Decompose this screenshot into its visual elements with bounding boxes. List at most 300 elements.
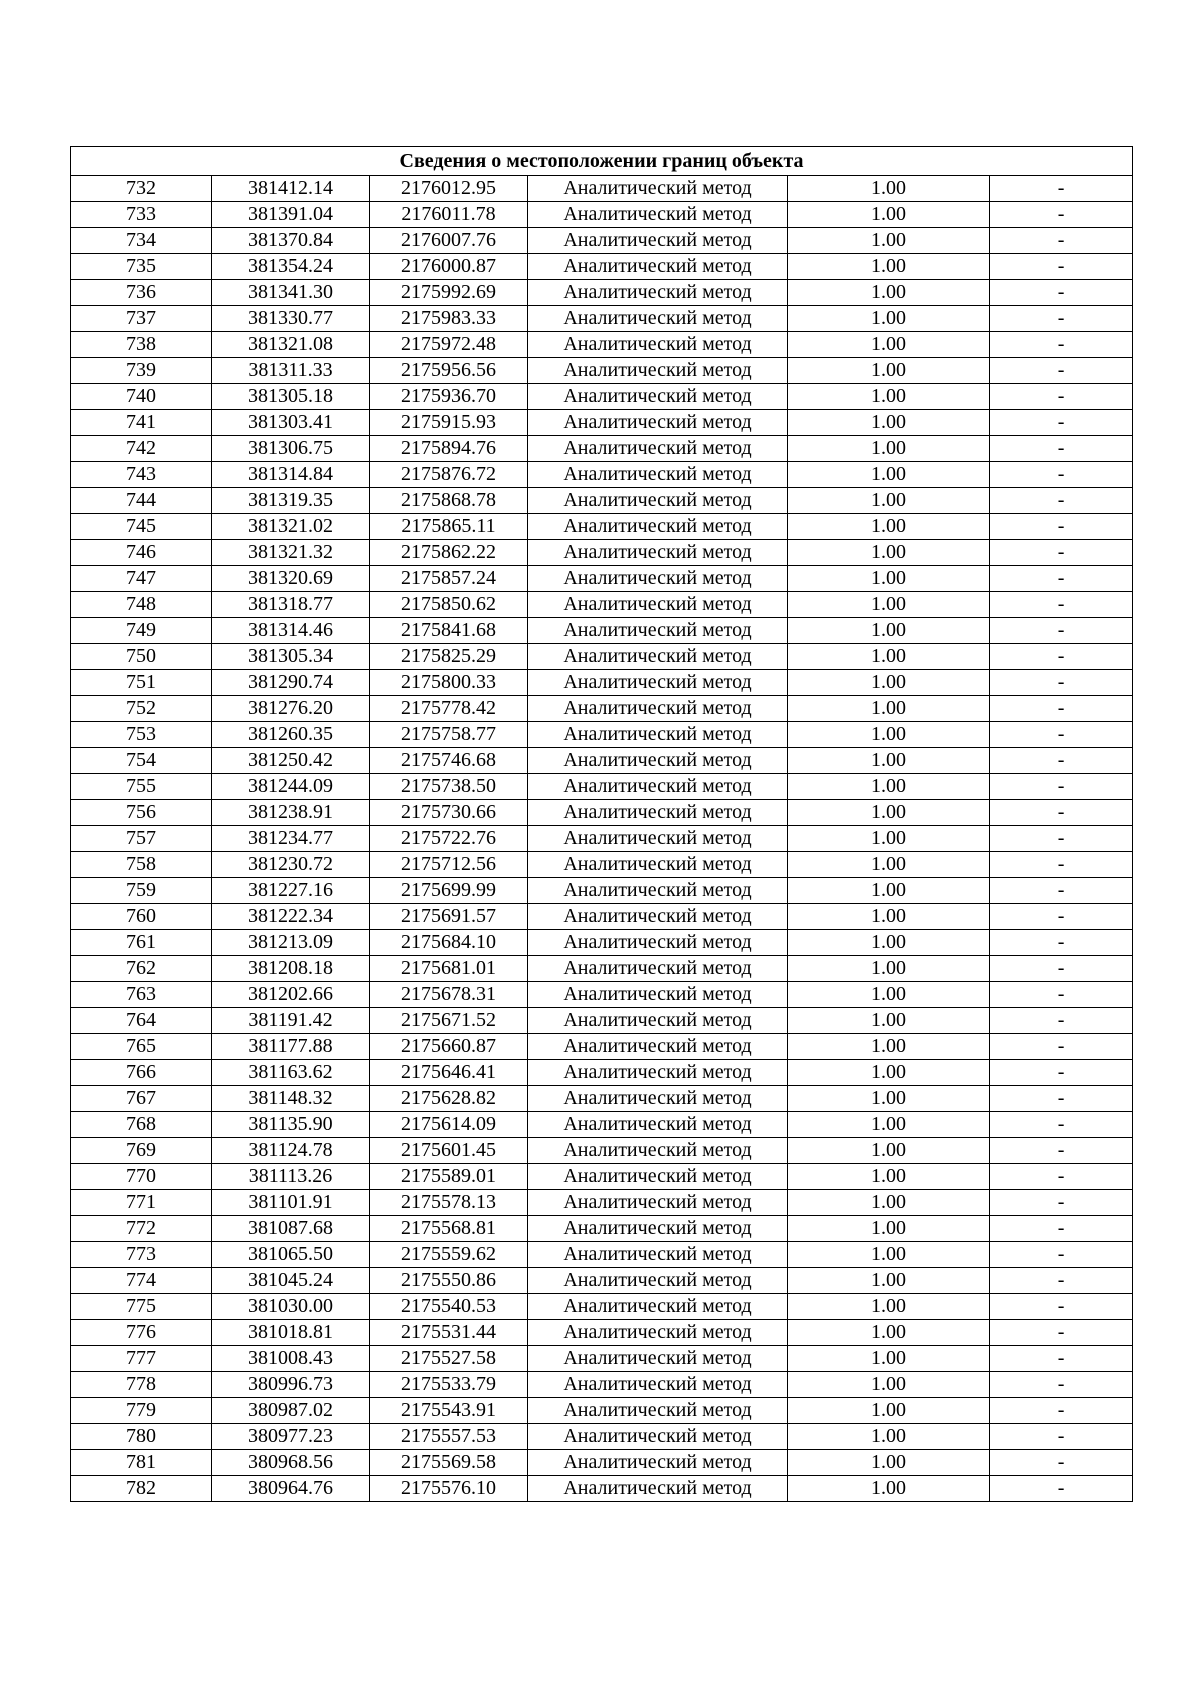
point-number-cell: 771 [71, 1190, 212, 1216]
description-cell: - [990, 1346, 1133, 1372]
y-coordinate-cell: 2175628.82 [370, 1086, 528, 1112]
x-coordinate-cell: 381018.81 [212, 1320, 370, 1346]
point-number-cell: 776 [71, 1320, 212, 1346]
y-coordinate-cell: 2175691.57 [370, 904, 528, 930]
point-number-cell: 737 [71, 306, 212, 332]
x-coordinate-cell: 381101.91 [212, 1190, 370, 1216]
point-number-cell: 758 [71, 852, 212, 878]
description-cell: - [990, 956, 1133, 982]
point-number-cell: 744 [71, 488, 212, 514]
table-row [71, 800, 1133, 826]
accuracy-cell: 1.00 [788, 540, 990, 566]
point-number-cell: 774 [71, 1268, 212, 1294]
description-cell: - [990, 696, 1133, 722]
x-coordinate-cell: 381319.35 [212, 488, 370, 514]
x-coordinate-cell: 380977.23 [212, 1424, 370, 1450]
description-cell: - [990, 1450, 1133, 1476]
accuracy-cell: 1.00 [788, 774, 990, 800]
y-coordinate-cell: 2175646.41 [370, 1060, 528, 1086]
point-number-cell: 756 [71, 800, 212, 826]
x-coordinate-cell: 381065.50 [212, 1242, 370, 1268]
method-cell: Аналитический метод [528, 228, 788, 254]
x-coordinate-cell: 381227.16 [212, 878, 370, 904]
y-coordinate-cell: 2175681.01 [370, 956, 528, 982]
table-row [71, 1346, 1133, 1372]
x-coordinate-cell: 381191.42 [212, 1008, 370, 1034]
point-number-cell: 775 [71, 1294, 212, 1320]
accuracy-cell: 1.00 [788, 1294, 990, 1320]
point-number-cell: 782 [71, 1476, 212, 1502]
method-cell: Аналитический метод [528, 878, 788, 904]
y-coordinate-cell: 2175699.99 [370, 878, 528, 904]
description-cell: - [990, 540, 1133, 566]
description-cell: - [990, 1398, 1133, 1424]
x-coordinate-cell: 381321.32 [212, 540, 370, 566]
y-coordinate-cell: 2175589.01 [370, 1164, 528, 1190]
y-coordinate-cell: 2175983.33 [370, 306, 528, 332]
y-coordinate-cell: 2175746.68 [370, 748, 528, 774]
table-row [71, 384, 1133, 410]
accuracy-cell: 1.00 [788, 488, 990, 514]
method-cell: Аналитический метод [528, 1060, 788, 1086]
y-coordinate-cell: 2176007.76 [370, 228, 528, 254]
y-coordinate-cell: 2175531.44 [370, 1320, 528, 1346]
x-coordinate-cell: 381260.35 [212, 722, 370, 748]
table-row [71, 1216, 1133, 1242]
y-coordinate-cell: 2175956.56 [370, 358, 528, 384]
x-coordinate-cell: 381305.34 [212, 644, 370, 670]
y-coordinate-cell: 2175576.10 [370, 1476, 528, 1502]
method-cell: Аналитический метод [528, 462, 788, 488]
accuracy-cell: 1.00 [788, 1008, 990, 1034]
table-row [71, 228, 1133, 254]
y-coordinate-cell: 2175543.91 [370, 1398, 528, 1424]
point-number-cell: 770 [71, 1164, 212, 1190]
method-cell: Аналитический метод [528, 930, 788, 956]
point-number-cell: 733 [71, 202, 212, 228]
description-cell: - [990, 852, 1133, 878]
method-cell: Аналитический метод [528, 1216, 788, 1242]
accuracy-cell: 1.00 [788, 1034, 990, 1060]
y-coordinate-cell: 2175876.72 [370, 462, 528, 488]
x-coordinate-cell: 381318.77 [212, 592, 370, 618]
description-cell: - [990, 358, 1133, 384]
accuracy-cell: 1.00 [788, 1112, 990, 1138]
table-row [71, 462, 1133, 488]
x-coordinate-cell: 381230.72 [212, 852, 370, 878]
point-number-cell: 750 [71, 644, 212, 670]
y-coordinate-cell: 2176011.78 [370, 202, 528, 228]
method-cell: Аналитический метод [528, 1268, 788, 1294]
accuracy-cell: 1.00 [788, 852, 990, 878]
description-cell: - [990, 930, 1133, 956]
method-cell: Аналитический метод [528, 1476, 788, 1502]
accuracy-cell: 1.00 [788, 644, 990, 670]
method-cell: Аналитический метод [528, 280, 788, 306]
description-cell: - [990, 436, 1133, 462]
x-coordinate-cell: 381177.88 [212, 1034, 370, 1060]
method-cell: Аналитический метод [528, 644, 788, 670]
description-cell: - [990, 1424, 1133, 1450]
accuracy-cell: 1.00 [788, 436, 990, 462]
accuracy-cell: 1.00 [788, 1086, 990, 1112]
table-row [71, 1112, 1133, 1138]
point-number-cell: 743 [71, 462, 212, 488]
method-cell: Аналитический метод [528, 436, 788, 462]
method-cell: Аналитический метод [528, 1086, 788, 1112]
method-cell: Аналитический метод [528, 982, 788, 1008]
table-row [71, 930, 1133, 956]
y-coordinate-cell: 2175730.66 [370, 800, 528, 826]
point-number-cell: 754 [71, 748, 212, 774]
description-cell: - [990, 202, 1133, 228]
description-cell: - [990, 722, 1133, 748]
table-row [71, 1034, 1133, 1060]
x-coordinate-cell: 381341.30 [212, 280, 370, 306]
accuracy-cell: 1.00 [788, 1268, 990, 1294]
x-coordinate-cell: 381163.62 [212, 1060, 370, 1086]
x-coordinate-cell: 381305.18 [212, 384, 370, 410]
point-number-cell: 772 [71, 1216, 212, 1242]
point-number-cell: 755 [71, 774, 212, 800]
table-title-row [71, 147, 1133, 176]
x-coordinate-cell: 381244.09 [212, 774, 370, 800]
boundary-coordinates-table [70, 146, 1133, 1502]
description-cell: - [990, 982, 1133, 1008]
description-cell: - [990, 644, 1133, 670]
point-number-cell: 748 [71, 592, 212, 618]
method-cell: Аналитический метод [528, 800, 788, 826]
x-coordinate-cell: 380996.73 [212, 1372, 370, 1398]
point-number-cell: 741 [71, 410, 212, 436]
accuracy-cell: 1.00 [788, 384, 990, 410]
method-cell: Аналитический метод [528, 1320, 788, 1346]
point-number-cell: 759 [71, 878, 212, 904]
description-cell: - [990, 1216, 1133, 1242]
accuracy-cell: 1.00 [788, 618, 990, 644]
table-row [71, 670, 1133, 696]
description-cell: - [990, 670, 1133, 696]
y-coordinate-cell: 2175527.58 [370, 1346, 528, 1372]
table-row [71, 332, 1133, 358]
point-number-cell: 745 [71, 514, 212, 540]
accuracy-cell: 1.00 [788, 176, 990, 202]
description-cell: - [990, 1320, 1133, 1346]
x-coordinate-cell: 381321.08 [212, 332, 370, 358]
y-coordinate-cell: 2175850.62 [370, 592, 528, 618]
accuracy-cell: 1.00 [788, 228, 990, 254]
accuracy-cell: 1.00 [788, 1372, 990, 1398]
description-cell: - [990, 878, 1133, 904]
y-coordinate-cell: 2175678.31 [370, 982, 528, 1008]
description-cell: - [990, 462, 1133, 488]
accuracy-cell: 1.00 [788, 254, 990, 280]
method-cell: Аналитический метод [528, 1242, 788, 1268]
table-row [71, 1320, 1133, 1346]
accuracy-cell: 1.00 [788, 1060, 990, 1086]
table-row [71, 540, 1133, 566]
method-cell: Аналитический метод [528, 384, 788, 410]
table-row [71, 1190, 1133, 1216]
y-coordinate-cell: 2175601.45 [370, 1138, 528, 1164]
x-coordinate-cell: 381290.74 [212, 670, 370, 696]
y-coordinate-cell: 2175540.53 [370, 1294, 528, 1320]
point-number-cell: 760 [71, 904, 212, 930]
accuracy-cell: 1.00 [788, 1450, 990, 1476]
y-coordinate-cell: 2175569.58 [370, 1450, 528, 1476]
y-coordinate-cell: 2176012.95 [370, 176, 528, 202]
y-coordinate-cell: 2175841.68 [370, 618, 528, 644]
y-coordinate-cell: 2175857.24 [370, 566, 528, 592]
method-cell: Аналитический метод [528, 852, 788, 878]
table-row [71, 644, 1133, 670]
table-row [71, 202, 1133, 228]
table-row [71, 566, 1133, 592]
table-row [71, 1242, 1133, 1268]
y-coordinate-cell: 2175936.70 [370, 384, 528, 410]
y-coordinate-cell: 2175578.13 [370, 1190, 528, 1216]
method-cell: Аналитический метод [528, 410, 788, 436]
point-number-cell: 768 [71, 1112, 212, 1138]
method-cell: Аналитический метод [528, 1112, 788, 1138]
point-number-cell: 773 [71, 1242, 212, 1268]
table-row [71, 956, 1133, 982]
x-coordinate-cell: 381045.24 [212, 1268, 370, 1294]
table-row [71, 358, 1133, 384]
point-number-cell: 742 [71, 436, 212, 462]
method-cell: Аналитический метод [528, 748, 788, 774]
method-cell: Аналитический метод [528, 332, 788, 358]
y-coordinate-cell: 2175825.29 [370, 644, 528, 670]
point-number-cell: 740 [71, 384, 212, 410]
x-coordinate-cell: 381250.42 [212, 748, 370, 774]
x-coordinate-cell: 380987.02 [212, 1398, 370, 1424]
x-coordinate-cell: 381202.66 [212, 982, 370, 1008]
x-coordinate-cell: 381314.84 [212, 462, 370, 488]
y-coordinate-cell: 2175533.79 [370, 1372, 528, 1398]
table-row [71, 254, 1133, 280]
x-coordinate-cell: 381213.09 [212, 930, 370, 956]
x-coordinate-cell: 381030.00 [212, 1294, 370, 1320]
table-row [71, 514, 1133, 540]
point-number-cell: 769 [71, 1138, 212, 1164]
y-coordinate-cell: 2175800.33 [370, 670, 528, 696]
point-number-cell: 766 [71, 1060, 212, 1086]
y-coordinate-cell: 2175868.78 [370, 488, 528, 514]
point-number-cell: 746 [71, 540, 212, 566]
table-row [71, 852, 1133, 878]
description-cell: - [990, 1086, 1133, 1112]
method-cell: Аналитический метод [528, 488, 788, 514]
description-cell: - [990, 1138, 1133, 1164]
x-coordinate-cell: 381148.32 [212, 1086, 370, 1112]
method-cell: Аналитический метод [528, 176, 788, 202]
table-row [71, 280, 1133, 306]
y-coordinate-cell: 2175778.42 [370, 696, 528, 722]
accuracy-cell: 1.00 [788, 280, 990, 306]
table-row [71, 1372, 1133, 1398]
method-cell: Аналитический метод [528, 540, 788, 566]
x-coordinate-cell: 381321.02 [212, 514, 370, 540]
accuracy-cell: 1.00 [788, 332, 990, 358]
description-cell: - [990, 514, 1133, 540]
method-cell: Аналитический метод [528, 1372, 788, 1398]
method-cell: Аналитический метод [528, 1294, 788, 1320]
method-cell: Аналитический метод [528, 1034, 788, 1060]
point-number-cell: 767 [71, 1086, 212, 1112]
x-coordinate-cell: 381276.20 [212, 696, 370, 722]
point-number-cell: 736 [71, 280, 212, 306]
table-title: Сведения о местоположении границ объекта [71, 147, 1133, 176]
description-cell: - [990, 1268, 1133, 1294]
accuracy-cell: 1.00 [788, 930, 990, 956]
x-coordinate-cell: 381222.34 [212, 904, 370, 930]
method-cell: Аналитический метод [528, 592, 788, 618]
x-coordinate-cell: 381314.46 [212, 618, 370, 644]
y-coordinate-cell: 2175684.10 [370, 930, 528, 956]
description-cell: - [990, 618, 1133, 644]
point-number-cell: 761 [71, 930, 212, 956]
x-coordinate-cell: 381234.77 [212, 826, 370, 852]
description-cell: - [990, 1034, 1133, 1060]
table-row [71, 878, 1133, 904]
description-cell: - [990, 1294, 1133, 1320]
description-cell: - [990, 410, 1133, 436]
accuracy-cell: 1.00 [788, 410, 990, 436]
description-cell: - [990, 1164, 1133, 1190]
method-cell: Аналитический метод [528, 774, 788, 800]
method-cell: Аналитический метод [528, 514, 788, 540]
accuracy-cell: 1.00 [788, 462, 990, 488]
point-number-cell: 751 [71, 670, 212, 696]
x-coordinate-cell: 381238.91 [212, 800, 370, 826]
table-row [71, 904, 1133, 930]
method-cell: Аналитический метод [528, 826, 788, 852]
description-cell: - [990, 1476, 1133, 1502]
point-number-cell: 753 [71, 722, 212, 748]
y-coordinate-cell: 2175559.62 [370, 1242, 528, 1268]
table-row [71, 1164, 1133, 1190]
table-row [71, 1086, 1133, 1112]
description-cell: - [990, 1372, 1133, 1398]
accuracy-cell: 1.00 [788, 1242, 990, 1268]
table-row [71, 410, 1133, 436]
accuracy-cell: 1.00 [788, 566, 990, 592]
x-coordinate-cell: 381370.84 [212, 228, 370, 254]
y-coordinate-cell: 2176000.87 [370, 254, 528, 280]
x-coordinate-cell: 381391.04 [212, 202, 370, 228]
y-coordinate-cell: 2175738.50 [370, 774, 528, 800]
description-cell: - [990, 488, 1133, 514]
description-cell: - [990, 384, 1133, 410]
description-cell: - [990, 228, 1133, 254]
accuracy-cell: 1.00 [788, 1164, 990, 1190]
point-number-cell: 757 [71, 826, 212, 852]
table-row [71, 1476, 1133, 1502]
x-coordinate-cell: 381303.41 [212, 410, 370, 436]
y-coordinate-cell: 2175557.53 [370, 1424, 528, 1450]
method-cell: Аналитический метод [528, 358, 788, 384]
table-row [71, 306, 1133, 332]
point-number-cell: 778 [71, 1372, 212, 1398]
point-number-cell: 734 [71, 228, 212, 254]
point-number-cell: 779 [71, 1398, 212, 1424]
table-row [71, 982, 1133, 1008]
accuracy-cell: 1.00 [788, 1346, 990, 1372]
method-cell: Аналитический метод [528, 1424, 788, 1450]
method-cell: Аналитический метод [528, 1138, 788, 1164]
point-number-cell: 781 [71, 1450, 212, 1476]
point-number-cell: 762 [71, 956, 212, 982]
accuracy-cell: 1.00 [788, 1424, 990, 1450]
x-coordinate-cell: 381087.68 [212, 1216, 370, 1242]
table-row [71, 748, 1133, 774]
accuracy-cell: 1.00 [788, 514, 990, 540]
x-coordinate-cell: 380968.56 [212, 1450, 370, 1476]
accuracy-cell: 1.00 [788, 358, 990, 384]
method-cell: Аналитический метод [528, 670, 788, 696]
table-row [71, 1268, 1133, 1294]
accuracy-cell: 1.00 [788, 306, 990, 332]
method-cell: Аналитический метод [528, 254, 788, 280]
accuracy-cell: 1.00 [788, 1398, 990, 1424]
x-coordinate-cell: 381306.75 [212, 436, 370, 462]
method-cell: Аналитический метод [528, 1008, 788, 1034]
y-coordinate-cell: 2175862.22 [370, 540, 528, 566]
x-coordinate-cell: 381412.14 [212, 176, 370, 202]
y-coordinate-cell: 2175660.87 [370, 1034, 528, 1060]
point-number-cell: 739 [71, 358, 212, 384]
accuracy-cell: 1.00 [788, 202, 990, 228]
x-coordinate-cell: 381311.33 [212, 358, 370, 384]
point-number-cell: 764 [71, 1008, 212, 1034]
point-number-cell: 765 [71, 1034, 212, 1060]
method-cell: Аналитический метод [528, 1164, 788, 1190]
point-number-cell: 752 [71, 696, 212, 722]
point-number-cell: 732 [71, 176, 212, 202]
point-number-cell: 780 [71, 1424, 212, 1450]
method-cell: Аналитический метод [528, 1450, 788, 1476]
table-row [71, 722, 1133, 748]
point-number-cell: 749 [71, 618, 212, 644]
point-number-cell: 738 [71, 332, 212, 358]
accuracy-cell: 1.00 [788, 592, 990, 618]
table-row [71, 826, 1133, 852]
accuracy-cell: 1.00 [788, 1138, 990, 1164]
point-number-cell: 763 [71, 982, 212, 1008]
description-cell: - [990, 1060, 1133, 1086]
table-row [71, 774, 1133, 800]
x-coordinate-cell: 381208.18 [212, 956, 370, 982]
method-cell: Аналитический метод [528, 696, 788, 722]
description-cell: - [990, 332, 1133, 358]
table-row [71, 1398, 1133, 1424]
y-coordinate-cell: 2175865.11 [370, 514, 528, 540]
table-row [71, 1294, 1133, 1320]
accuracy-cell: 1.00 [788, 982, 990, 1008]
y-coordinate-cell: 2175915.93 [370, 410, 528, 436]
table-row [71, 592, 1133, 618]
accuracy-cell: 1.00 [788, 722, 990, 748]
table-row [71, 176, 1133, 202]
x-coordinate-cell: 381113.26 [212, 1164, 370, 1190]
description-cell: - [990, 1008, 1133, 1034]
table-row [71, 618, 1133, 644]
method-cell: Аналитический метод [528, 1190, 788, 1216]
accuracy-cell: 1.00 [788, 826, 990, 852]
y-coordinate-cell: 2175671.52 [370, 1008, 528, 1034]
x-coordinate-cell: 381124.78 [212, 1138, 370, 1164]
